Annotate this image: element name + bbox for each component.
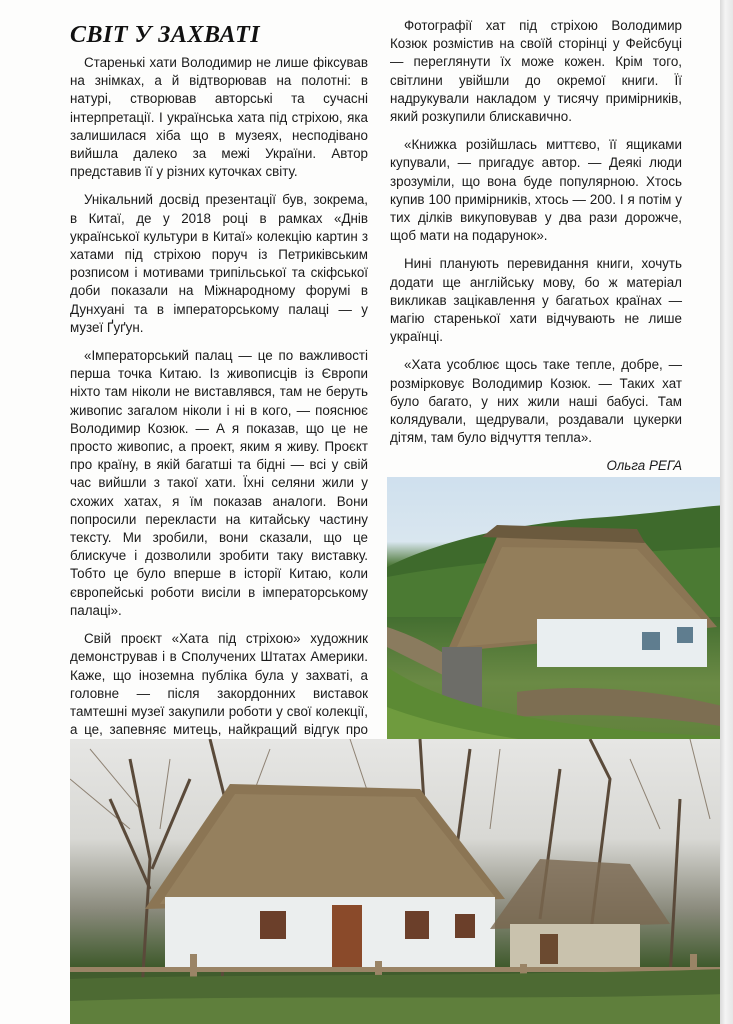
author-signature: Ольга РЕГА bbox=[606, 458, 682, 474]
paragraph: «Хата усоблює щось таке тепле, добре, — розмірковує Володимир Козюк. — Таких хат було багато, у них жили наші бабусі. Там колядували, щедрували, роздавали цукерки дітям, там було відчуття тепла». bbox=[390, 357, 682, 446]
paragraph: Старенькі хати Володимир не лише фіксував на знімках, а й відтворював на полотні: в натурі, створював авторські та сучасні інтерпретації. І українська хата під стріхою, яка залишилася хіба що в музеях, несподівано вийшла далеко за межі України. Автор представив її у різних куточках світу. bbox=[70, 55, 368, 180]
paragraph: «Книжка розійшлась миттєво, її ящиками купували, — пригадує автор. — Деякі люди зрозуміли, що вона буде популярною. Хтось купив 100 примірників, хтось — 200. І я потім у тих ділків викуповував у два рази дорожче, щоб мати на подарунок». bbox=[390, 137, 682, 244]
thatched-hut-photo-small bbox=[387, 477, 726, 771]
paragraph: Свій проєкт «Хата під стріхою» художник демонстрував і в Сполучених Штатах Америки. Каже, що іноземна публіка була у захваті, а головне — після закордонних виставок тамтешні музеї закупили роботи у свої колекції, а це, запевняє митець, найкращий відгук про bbox=[70, 631, 368, 738]
page-edge bbox=[720, 0, 733, 1024]
paragraph: «Імператорський палац — це по важливості перша точка Китаю. Із живописців із Європи ніхто там ніколи не виставлявся, там не беруть живопис загалом ніколи і ні в кого, — пояснює Володимир Козюк. — А я показав, що це не просто живопис, а проект, яким я живу. Проєкт про країну, в якій багатші та бідні — всі у свій час вийшли з такої хати. Їхні селяни жили у схожих хатах, я їм показав аналоги. Вони попросили перекласти на китайську частину тексту. Ми зробили, вони сказали, що це блискуче і дозволили зробити таку виставку. Тобто це було вперше в історії Китаю, коли європейські роботи висіли в імператорському палаці». bbox=[70, 348, 368, 618]
paragraph: Фотографії хат під стріхою Володимир Козюк розмістив на своїй сторінці у Фейсбуці — переглянути їх може кожен. Крім того, світлини увійшли до окремої книги. Її надрукували накладом у тисячу примірників, який розкупили блискавично. bbox=[390, 18, 682, 125]
right-column bbox=[390, 17, 682, 486]
paragraph: Унікальний досвід презентації був, зокрема, в Китаї, де у 2018 році в рамках «Днів української культури в Китаї» колекцію картин з хатами під стріхою поруч із Петриківським розписом і мотивами трипільської та скіфської доби показали на Міжнародному форумі в Дунхуані та в імператорському палаці — у музеї Ґуґун. bbox=[70, 192, 368, 335]
article-title: СВІТ У ЗАХВАТІ bbox=[70, 22, 261, 48]
thatched-hut-photo-large bbox=[70, 739, 726, 1024]
left-column bbox=[70, 54, 368, 768]
paragraph: Нині планують перевидання книги, хочуть додати ще англійську мову, бо ж матеріал викликав зацікавлення у багатьох країнах — магію старенької хати відчувають не лише українці. bbox=[390, 256, 682, 345]
